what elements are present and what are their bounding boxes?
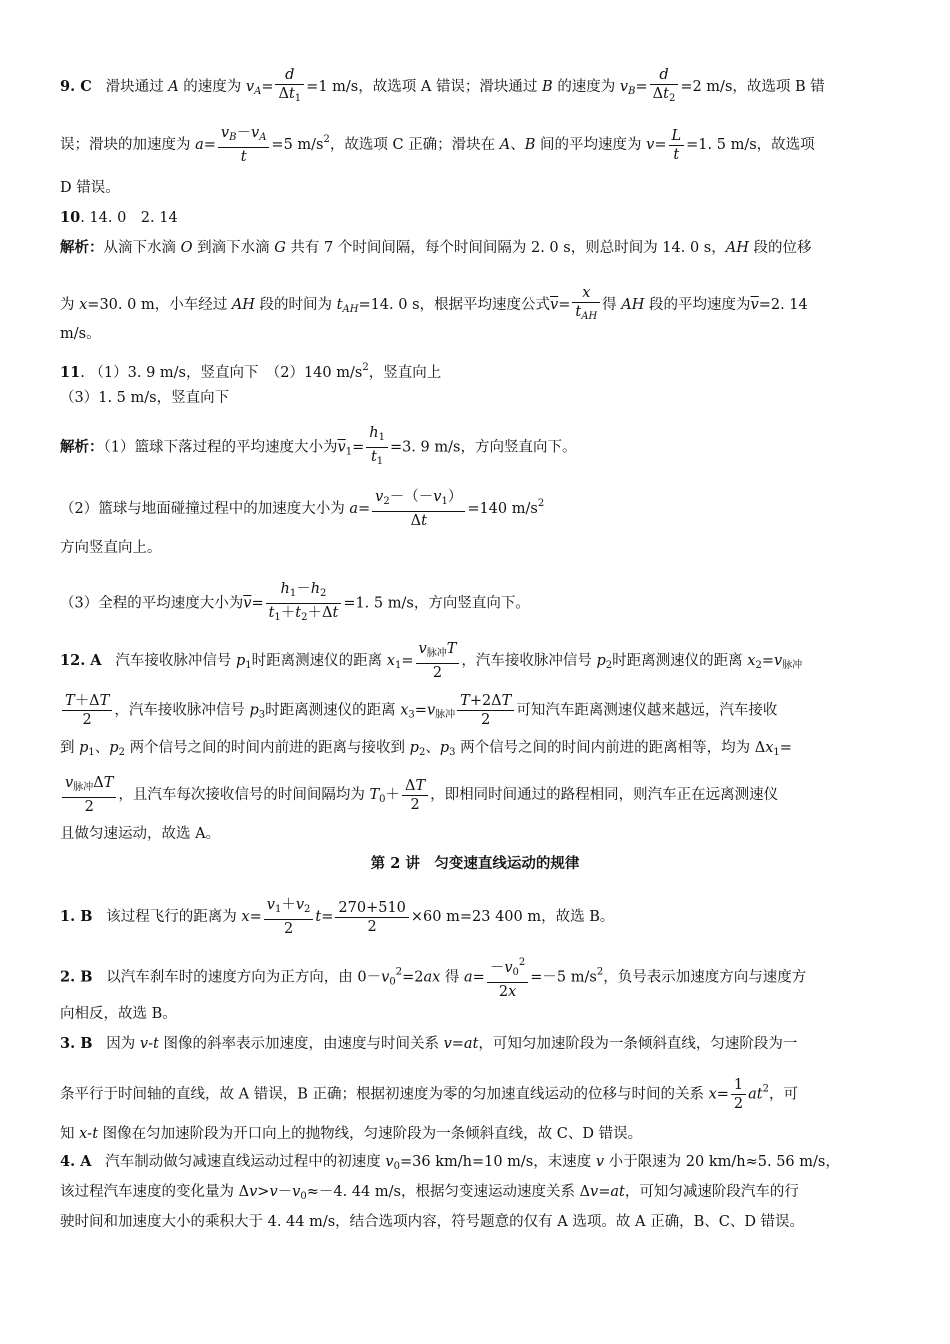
s2q2-line-2: 向相反，故选 B。	[60, 1006, 177, 1022]
s2q4-line-1: 4. A 汽车制动做匀减速直线运动过程中的初速度 $v_0=36$ km/h=10 m/s，末速度 v 小于限速为 20 km/h≈5. 56 m/s，	[60, 1153, 840, 1172]
q9-line-3: D 错误。	[60, 180, 120, 196]
q9-line-1: 9. C 滑块通过 A 的速度为 $v_A=$ $\frac{d}{\Delta t_1}$ =1 m/s，故选项 A 错误；滑块通过 B 的速度为 $v_B=$ $\frac{d}{\Delta t_2}$ =2 m/s，故选项 B 错	[60, 67, 825, 104]
q9-line-2: 误；滑块的加速度为 a= $\frac{v_B-v_A}{t}$ =5 $m/s^2$，故选项 C 正确；滑块在 A、B 间的平均速度为 v= $\frac{L}{t}$ =1. 5 m/s，故选项	[60, 125, 815, 165]
q11-sol-1: 解析：（1）篮球下落过程的平均速度大小为$\overline{v}_1=$ $\frac{h_1}{t_1}$ =3. 9 m/s，方向竖直向下。	[60, 425, 577, 467]
s2q3-line-2: 条平行于时间轴的直线，故 A 错误，B 正确；根据初速度为零的匀加速直线运动的位移与时间的关系 x= $\frac{1}{2}$ $at^2$，可	[60, 1077, 798, 1112]
question-number: 12	[60, 652, 81, 669]
s2q2-line-1: 2. B 以汽车刹车时的速度方向为正方向，由 $0-v_0^2=2ax$ 得 a= $\frac{-v_0^2}{2x}$ =－5 $m/s^2$，负号表示加速度方向与速度方	[60, 954, 806, 1001]
q11-answer: 11. （1）3. 9 m/s，竖直向下 （2）140 $m/s^2$，竖直向上	[60, 362, 442, 381]
s2q3-line-1: 3. B 因为 v-t 图像的斜率表示加速度，由速度与时间关系 v=at，可知匀加速阶段为一条倾斜直线，匀速阶段为一	[60, 1035, 798, 1052]
s2q3-line-3: 知 x-t 图像在匀加速阶段为开口向上的抛物线，匀速阶段为一条倾斜直线，故 C、D 错误。	[60, 1126, 643, 1142]
q10-line-1: 解析：从滴下水滴 O 到滴下水滴 G 共有 7 个时间间隔，每个时间间隔为 2. 0 s，则总时间为 14. 0 s，AH 段的位移	[60, 239, 812, 256]
question-number: 11	[60, 364, 81, 381]
q12-line-1: 12. A 汽车接收脉冲信号 $p_1$时距离测速仪的距离 $x_1=$ $\frac{v_{脉冲}T}{2}$ ，汽车接收脉冲信号 $p_2$时距离测速仪的距离 $x_2=v_{脉冲}$	[60, 641, 803, 681]
q10-answer: 10. 14. 0 2. 14	[60, 209, 178, 226]
s2q1-line: 1. B 该过程飞行的距离为 x= $\frac{v_1+v_2}{2}$ t= $\frac{270+510}{2}$ ×60 m=23 400 m，故选 B。	[60, 897, 615, 937]
section-title: 第 2 讲 匀变速直线运动的规律	[370, 855, 580, 872]
q10-line-3: m/s。	[60, 326, 101, 342]
q12-line-2: $\frac{T+\Delta T}{2}$ ，汽车接收脉冲信号 $p_3$时距离测速仪的距离 $x_3=v_{脉冲}$ $\frac{T+2\Delta T}{2}$ 可知汽车距离测速仪越来越远，汽车接收	[60, 692, 777, 729]
q11-sol-2b: 方向竖直向上。	[60, 540, 162, 556]
s2q4-line-3: 驶时间和加速度大小的乘积大于 4. 44 m/s，结合选项内容，符号题意的仅有 A 选项。故 A 正确，B、C、D 错误。	[60, 1214, 805, 1230]
q11-sol-3: （3）全程的平均速度大小为$\overline{v}=$ $\frac{h_1-h_2}{t_1+t_2+\Delta t}$ =1. 5 m/s，方向竖直向下。	[60, 581, 530, 623]
q12-line-3: 到 $p_1$、$p_2$ 两个信号之间的时间内前进的距离与接收到 $p_2$、$p_3$ 两个信号之间的时间内前进的距离相等，均为 $\Delta x_1=$	[60, 740, 792, 758]
q12-line-4: $\frac{v_{脉冲}\Delta T}{2}$ ，且汽车每次接收信号的时间间隔均为 $T_0+$ $\frac{\Delta T}{2}$ ，即相同时间通过的路程相同，则汽车正在远离测速仪	[60, 774, 778, 816]
q11-answer-3: （3）1. 5 m/s，竖直向下	[60, 390, 230, 406]
q12-line-5: 且做匀速运动，故选 A。	[60, 826, 221, 842]
answer-letter: C	[80, 78, 92, 95]
s2q4-line-2: 该过程汽车速度的变化量为 $\Delta v>v-v_0\approx-4$. 44 m/s，根据匀变速运动速度关系 Δv=at，可知匀减速阶段汽车的行	[60, 1184, 799, 1202]
question-number: 10	[60, 209, 81, 226]
question-number: 9	[60, 78, 71, 95]
q11-sol-2: （2）篮球与地面碰撞过程中的加速度大小为 a= $\frac{v_2-(-v_1)}{\Delta t}$ =140 $m/s^2$	[60, 489, 545, 529]
q10-line-2: 为 x=30. 0 m，小车经过 AH 段的时间为 $t_{AH}=14$. 0 s，根据平均速度公式$\overline{v}=$ $\frac{x}{t_{AH}}$ 得 AH 段的平均速度为$\overline{v}=2$. 14	[60, 285, 808, 322]
